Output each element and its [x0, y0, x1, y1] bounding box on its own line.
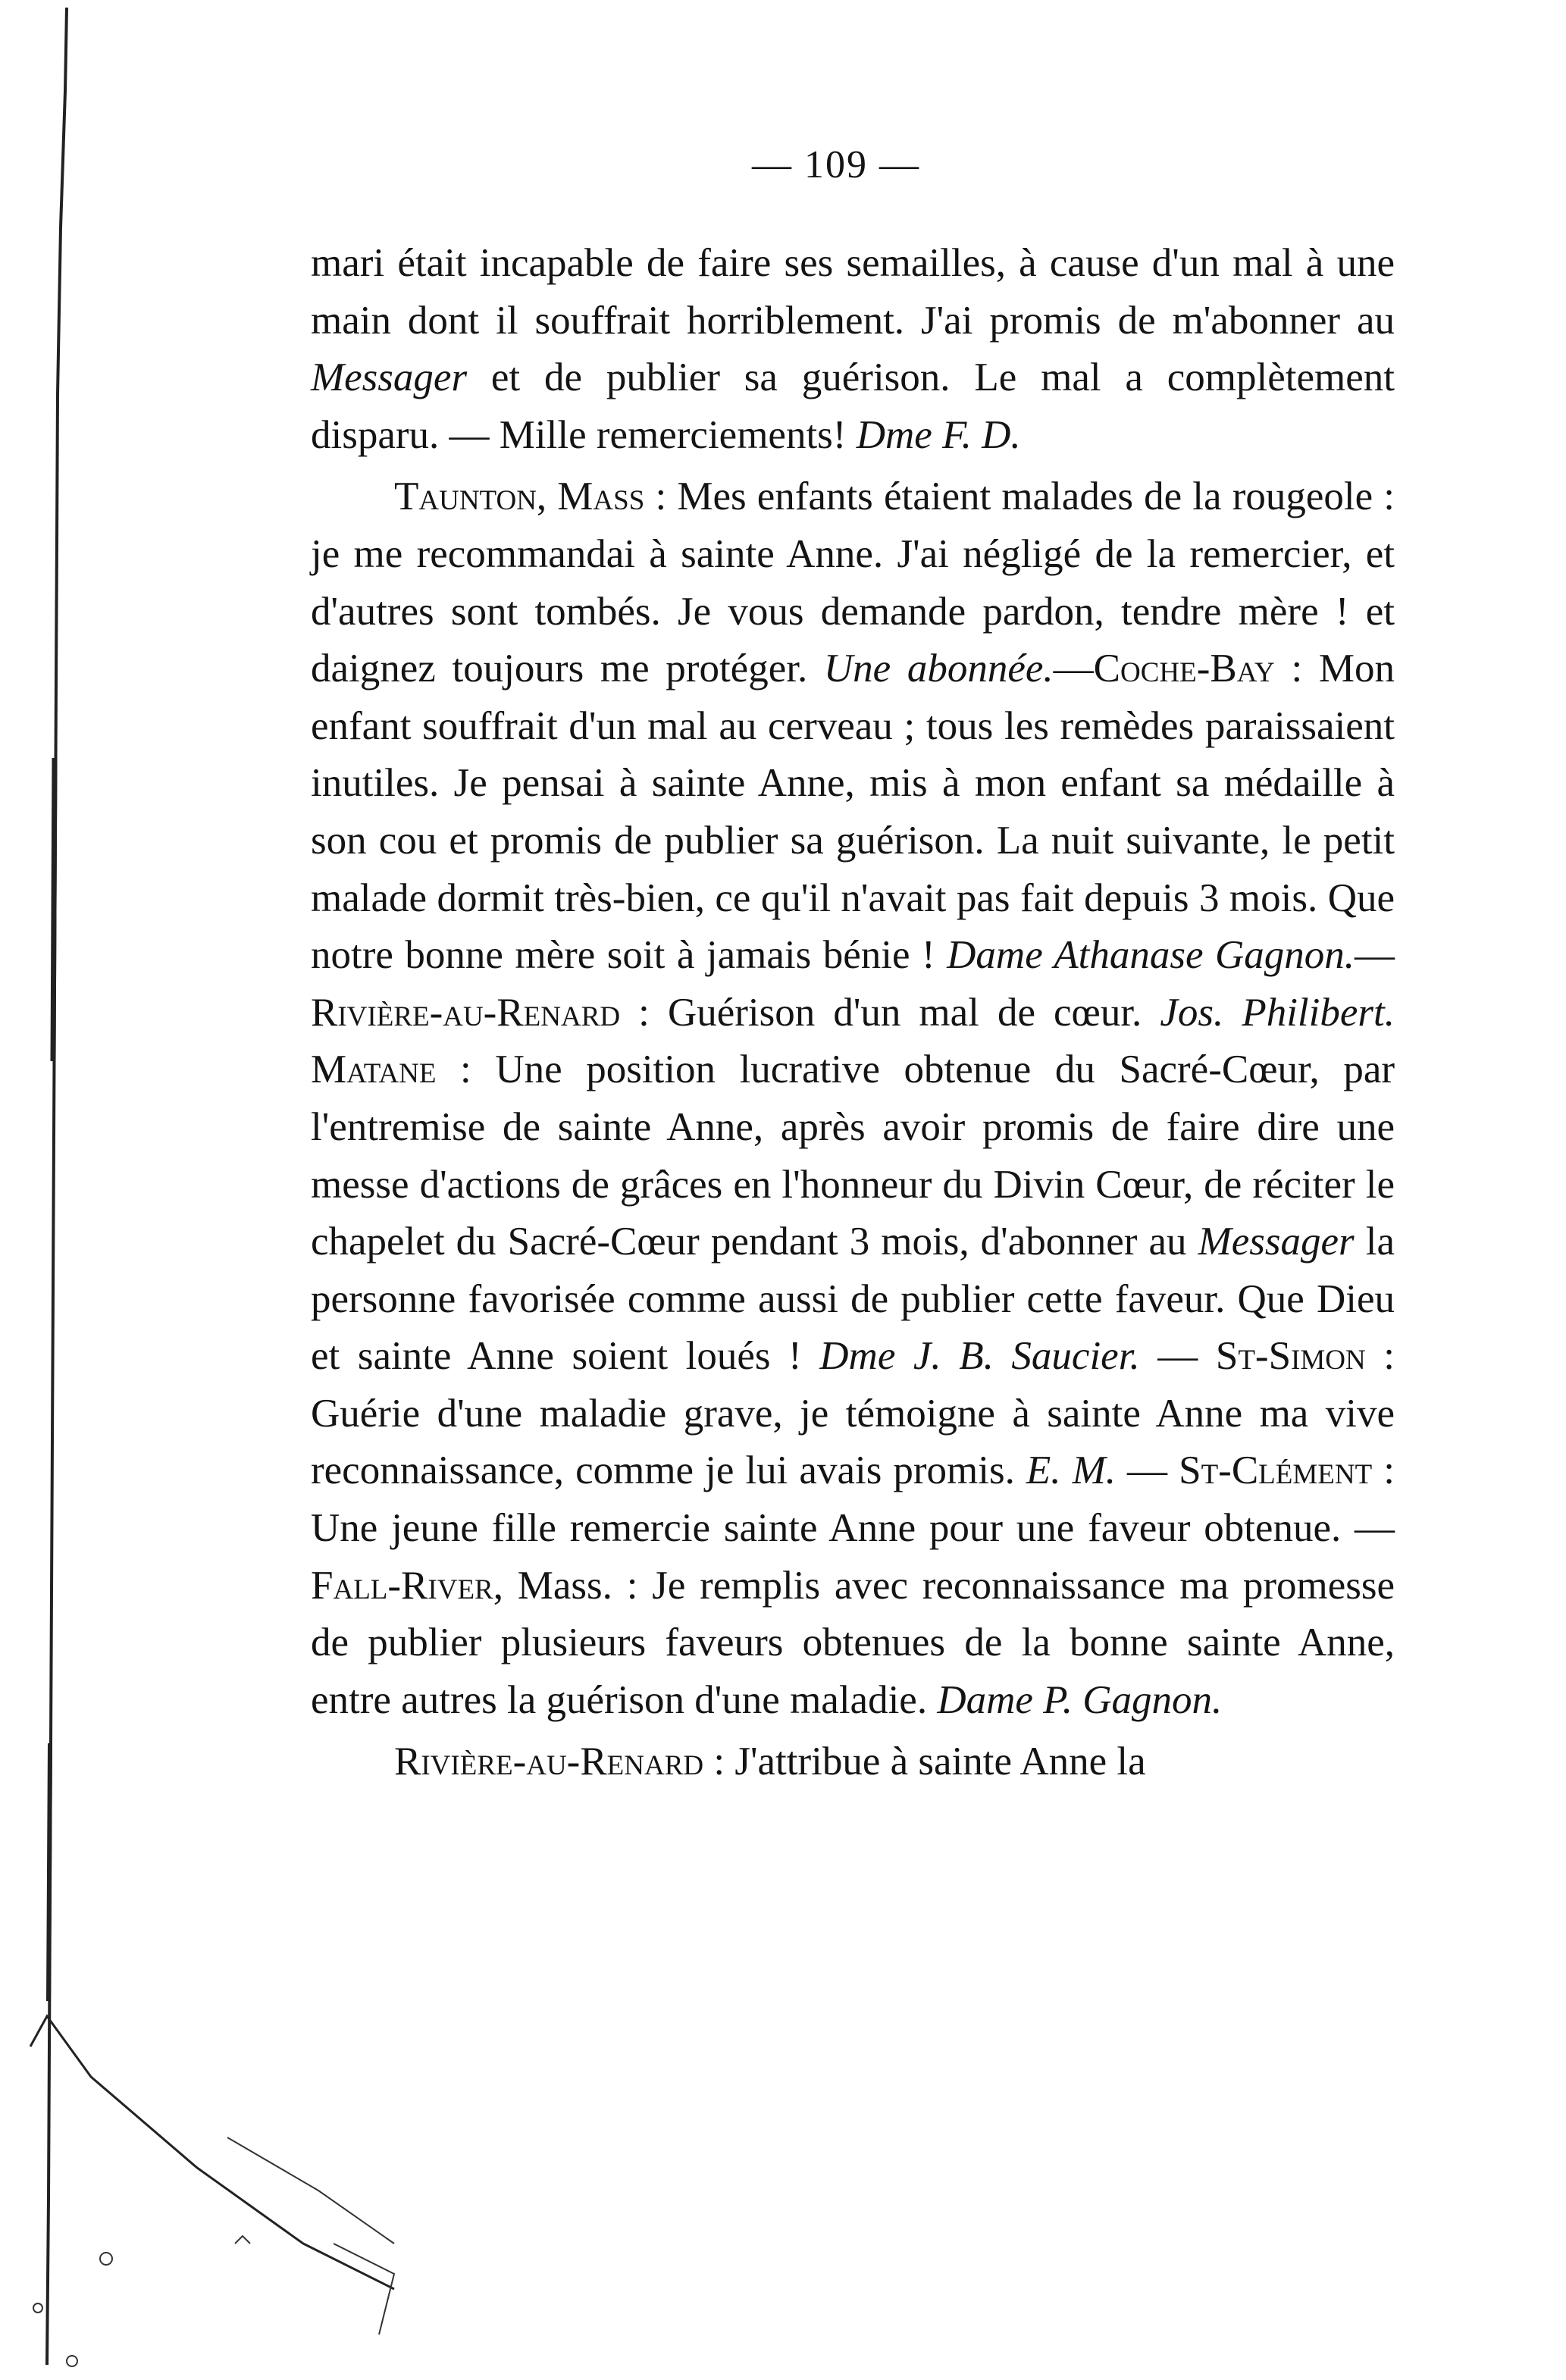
text-run: et de publier sa guérison. Le mal a complètement disparu. — Mille remerciements! [311, 355, 1395, 457]
paragraph-1 [311, 235, 1395, 464]
text-run: la personne favorisée comme aussi de publier cette faveur. Que Dieu et sainte Anne soient loués ! [311, 1220, 1395, 1379]
signature-italic: Dme J. B. Saucier. [819, 1334, 1140, 1379]
text-run: : J'attribue à sainte Anne la [703, 1740, 1146, 1784]
place-name: St-Clément [1179, 1448, 1373, 1493]
text-run: : Mes enfants étaient malades de la rougeole : je me recommandai à sainte Anne. J'ai négligé de la remercier, et d'autres sont tombés. Je vous demande pardon, tendre mère ! et daignez toujours me protéger. [311, 474, 1395, 691]
text-run: : Guérie d'une maladie grave, je témoigne à sainte Anne ma vive reconnaissance, comme je lui avais promis. [311, 1334, 1395, 1493]
paragraph-3 [311, 1733, 1395, 1791]
text-run: , Mass. : Je remplis avec reconnaissance ma promesse de publier plusieurs faveurs obtenues de la bonne sainte Anne, entre autres la guérison d'une maladie. [311, 1563, 1395, 1722]
place-name: Taunton, Mass [394, 474, 645, 519]
text-run: — [1116, 1448, 1179, 1493]
signature-italic: Dame Athanase Gagnon. [947, 933, 1355, 978]
text-run: : Mon enfant souffrait d'un mal au cerveau ; tous les remèdes paraissaient inutiles. Je pensai à sainte Anne, mis à mon enfant sa médaille à son cou et promis de publier sa guérison. La nuit suivante, le petit malade dormit très-bien, ce qu'il n'avait pas fait depuis 3 mois. Que notre bonne mère soit à jamais bénie ! [311, 647, 1395, 978]
text-run: mari était incapable de faire ses semailles, à cause d'un mal à une main dont il souffrait horriblement. J'ai promis de m'abonner au [311, 241, 1395, 343]
body-text [311, 235, 1395, 1791]
text-run: : Guérison d'un mal de cœur. [620, 990, 1160, 1035]
signature-italic: Une abonnée. [823, 647, 1054, 691]
text-run: — [1053, 647, 1094, 691]
text-run: — [1139, 1334, 1216, 1379]
place-name: St-Simon [1215, 1334, 1366, 1379]
place-name: Matane [311, 1048, 437, 1092]
place-name: Fall-River [311, 1563, 493, 1608]
italic-run: Messager [311, 355, 468, 400]
italic-run: Messager [1198, 1220, 1355, 1264]
place-name: Rivière-au-Renard [394, 1740, 704, 1784]
signature-italic: Jos. Philibert. [1160, 990, 1395, 1035]
page-number: — 109 — [752, 143, 920, 186]
text-run: : Une position lucrative obtenue du Sacré-Cœur, par l'entremise de sainte Anne, après avoir promis de faire dire une messe d'actions de grâces en l'honneur du Divin Cœur, de réciter le chapelet du Sacré-Cœur pendant 3 mois, d'abonner au [311, 1048, 1395, 1264]
text-run: : Une jeune fille remercie sainte Anne pour une faveur obtenue. — [311, 1448, 1395, 1551]
place-name: Coche-Bay [1093, 647, 1275, 691]
place-name: Rivière-au-Renard [311, 990, 621, 1035]
paragraph-2 [311, 468, 1395, 1729]
signature-italic: Dme F. D. [856, 412, 1021, 457]
text-run: — [1355, 933, 1395, 978]
signature-italic: E. M. [1026, 1448, 1116, 1493]
signature-italic: Dame P. Gagnon. [937, 1677, 1223, 1722]
